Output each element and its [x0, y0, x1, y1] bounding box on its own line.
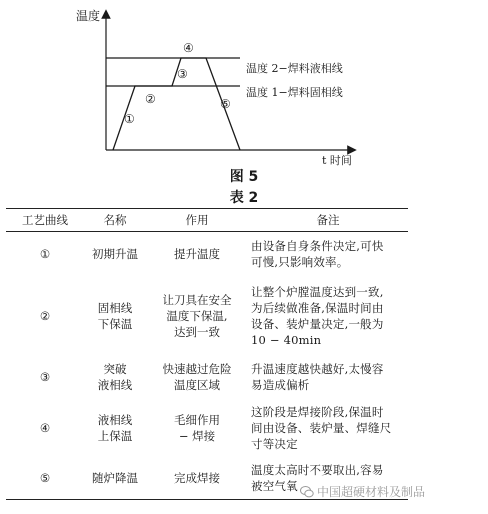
cell-note [248, 232, 408, 276]
cell-mark [6, 276, 84, 356]
note-line: 设备、装炉量决定,一般为 [251, 316, 384, 331]
role-line: 完成焊接 [174, 471, 220, 486]
role-line: − 焊接 [178, 428, 216, 443]
name-line: 上保温 [97, 428, 133, 443]
cell-role [146, 232, 248, 276]
cell-mark [6, 458, 84, 500]
table-row [6, 276, 408, 356]
stage-marker-4: ④ [183, 41, 194, 55]
cell-name [84, 398, 146, 458]
cell-name [84, 356, 146, 398]
cell-mark [6, 232, 84, 276]
cell-note [248, 276, 408, 356]
stage-marker-2: ② [145, 92, 156, 106]
note-line: 寸等决定 [251, 436, 298, 451]
cell-name [84, 458, 146, 500]
note-line: 温度太高时不要取出,容易 [251, 463, 384, 478]
note-line: 这阶段是焊接阶段,保温时 [251, 404, 384, 419]
name-line: 液相线 [97, 377, 133, 392]
cell-note [248, 356, 408, 398]
name-line: 固相线 [97, 300, 133, 315]
role-line: 达到一致 [174, 324, 220, 339]
table-row [6, 398, 408, 458]
temperature-time-diagram [0, 0, 488, 166]
name-line: 初期升温 [92, 246, 138, 261]
stage-mark: ① [39, 246, 51, 261]
cell-name [84, 276, 146, 356]
liquidus-label: 温度 2−焊料液相线 [246, 62, 343, 75]
note-line: 被空气氧 [251, 479, 298, 494]
name-line: 液相线 [97, 412, 133, 427]
role-line: 毛细作用 [174, 412, 220, 427]
cell-role [146, 356, 248, 398]
x-axis-label: t 时间 [322, 154, 352, 166]
cell-note [248, 398, 408, 458]
note-line: 由设备自身条件决定,可快 [251, 238, 384, 253]
role-line: 温度下保温, [166, 308, 228, 323]
stage-marker-5: ⑤ [220, 97, 231, 111]
role-line: 提升温度 [174, 246, 220, 261]
stage-marker-3: ③ [177, 67, 188, 81]
note-line: 让整个炉膛温度达到一致, [251, 284, 384, 299]
role-line: 让刀具在安全 [162, 292, 232, 307]
cell-role [146, 276, 248, 356]
wechat-icon [300, 485, 314, 499]
note-line: 可慢,只影响效率。 [251, 254, 349, 269]
stage-marker-1: ① [124, 112, 135, 126]
table-row [6, 356, 408, 398]
cell-mark [6, 356, 84, 398]
table-caption: 表 2 [229, 190, 259, 206]
role-line: 快速越过危险 [162, 361, 232, 376]
note-line: 升温速度越快越好,太慢容 [251, 361, 384, 376]
role-line: 温度区域 [174, 377, 220, 392]
cell-mark [6, 398, 84, 458]
header-note: 备注 [248, 209, 408, 232]
figure-caption: 图 5 [229, 169, 259, 185]
solidus-label: 温度 1−焊料固相线 [246, 86, 343, 99]
table-row [6, 232, 408, 276]
stage-mark: ③ [39, 369, 51, 384]
watermark-text: 中国超硬材料及制品 [317, 485, 426, 499]
cell-role [146, 398, 248, 458]
name-line: 突破 [103, 361, 127, 376]
stage-mark: ② [39, 308, 51, 323]
stage-mark: ⑤ [39, 471, 51, 486]
note-line: 10 − 40min [251, 332, 322, 347]
table-header-row [6, 209, 408, 232]
header-process-curve: 工艺曲线 [6, 209, 84, 232]
y-axis-label: 温度 [76, 9, 101, 23]
stage-mark: ④ [39, 420, 51, 435]
cell-role [146, 458, 248, 500]
cell-name [84, 232, 146, 276]
process-table [6, 208, 408, 500]
header-role: 作用 [146, 209, 248, 232]
note-line: 间由设备、装炉量、焊缝尺 [251, 420, 392, 435]
note-line: 为后续做准备,保温时间由 [251, 300, 384, 315]
header-name: 名称 [84, 209, 146, 232]
watermark [300, 483, 425, 500]
name-line: 随炉降温 [92, 471, 138, 486]
name-line: 下保温 [97, 316, 133, 331]
note-line: 易造成偏析 [251, 377, 310, 392]
